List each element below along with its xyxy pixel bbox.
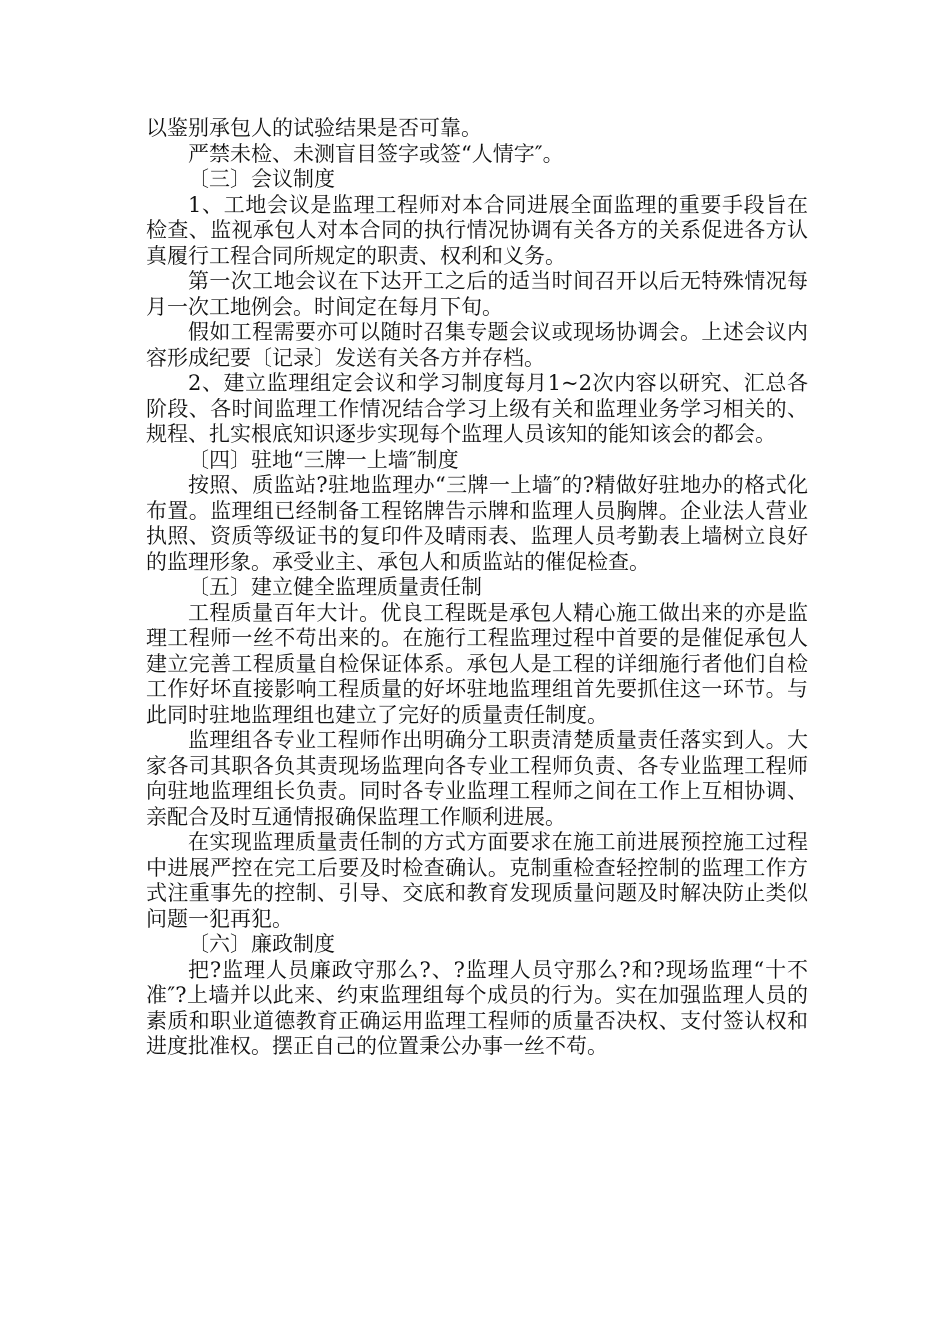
paragraph: 在实现监理质量责任制的方式方面要求在施工前进展预控施工过程中进展严控在完工后要及时检查确认。克制重检查轻控制的监理工作方式注重事先的控制、引导、交底和教育发现质量问题及时解决防止类似问题一犯再犯。: [146, 830, 808, 931]
paragraph: 第一次工地会议在下达开工之后的适当时间召开以后无特殊情况每月一次工地例会。时间定在每月下旬。: [146, 269, 808, 319]
paragraph: 把?监理人员廉政守那么?、?监理人员守那么?和?现场监理“十不准″?上墙并以此来、约束监理组每个成员的行为。实在加强监理人员的素质和职业道德教育正确运用监理工程师的质量否决权、支付签认权和进度批准权。摆正自己的位置秉公办事一丝不苟。: [146, 957, 808, 1058]
paragraph: 假如工程需要亦可以随时召集专题会议或现场协调会。上述会议内容形成纪要〔记录〕发送有关各方并存档。: [146, 320, 808, 370]
paragraph: 1、工地会议是监理工程师对本合同进展全面监理的重要手段旨在检查、监视承包人对本合同的执行情况协调有关各方的关系促进各方认真履行工程合同所规定的职责、权利和义务。: [146, 192, 808, 268]
section-heading: 〔四〕驻地“三牌一上墙″制度: [188, 447, 459, 472]
document-body: [146, 116, 808, 1060]
paragraph: 严禁未检、未测盲目签字或签“人情字″。: [188, 141, 564, 166]
paragraph: 工程质量百年大计。优良工程既是承包人精心施工做出来的亦是监理工程师一丝不苟出来的。在施行工程监理过程中首要的是催促承包人建立完善工程质量自检保证体系。承包人是工程的详细施行者他们自检工作好坏直接影响工程质量的好坏驻地监理组首先要抓住这一环节。与此同时驻地监理组也建立了完好的质量责任制度。: [146, 600, 808, 727]
section-heading: 〔三〕会议制度: [188, 167, 335, 191]
section-heading: 〔五〕建立健全监理质量责任制: [188, 575, 482, 599]
section-heading: 〔六〕廉政制度: [188, 932, 335, 956]
paragraph: 监理组各专业工程师作出明确分工职责清楚质量责任落实到人。大家各司其职各负其责现场监理向各专业工程师负责、各专业监理工程师向驻地监理组长负责。同时各专业监理工程师之间在工作上互相协调、亲配合及时互通情报确保监理工作顺利进展。: [146, 728, 808, 829]
paragraph: 以鉴别承包人的试验结果是否可靠。: [146, 116, 482, 140]
paragraph: 2、建立监理组定会议和学习制度每月1~2次内容以研究、汇总各阶段、各时间监理工作情况结合学习上级有关和监理业务学习相关的、规程、扎实根底知识逐步实现每个监理人员该知的能知该会的都会。: [146, 371, 808, 446]
paragraph: 按照、质监站?驻地监理办“三牌一上墙″的?精做好驻地办的格式化布置。监理组已经制备工程铭牌告示牌和监理人员胸牌。企业法人营业执照、资质等级证书的复印件及晴雨表、监理人员考勤表上墙树立良好的监理形象。承受业主、承包人和质监站的催促检查。: [146, 473, 808, 574]
